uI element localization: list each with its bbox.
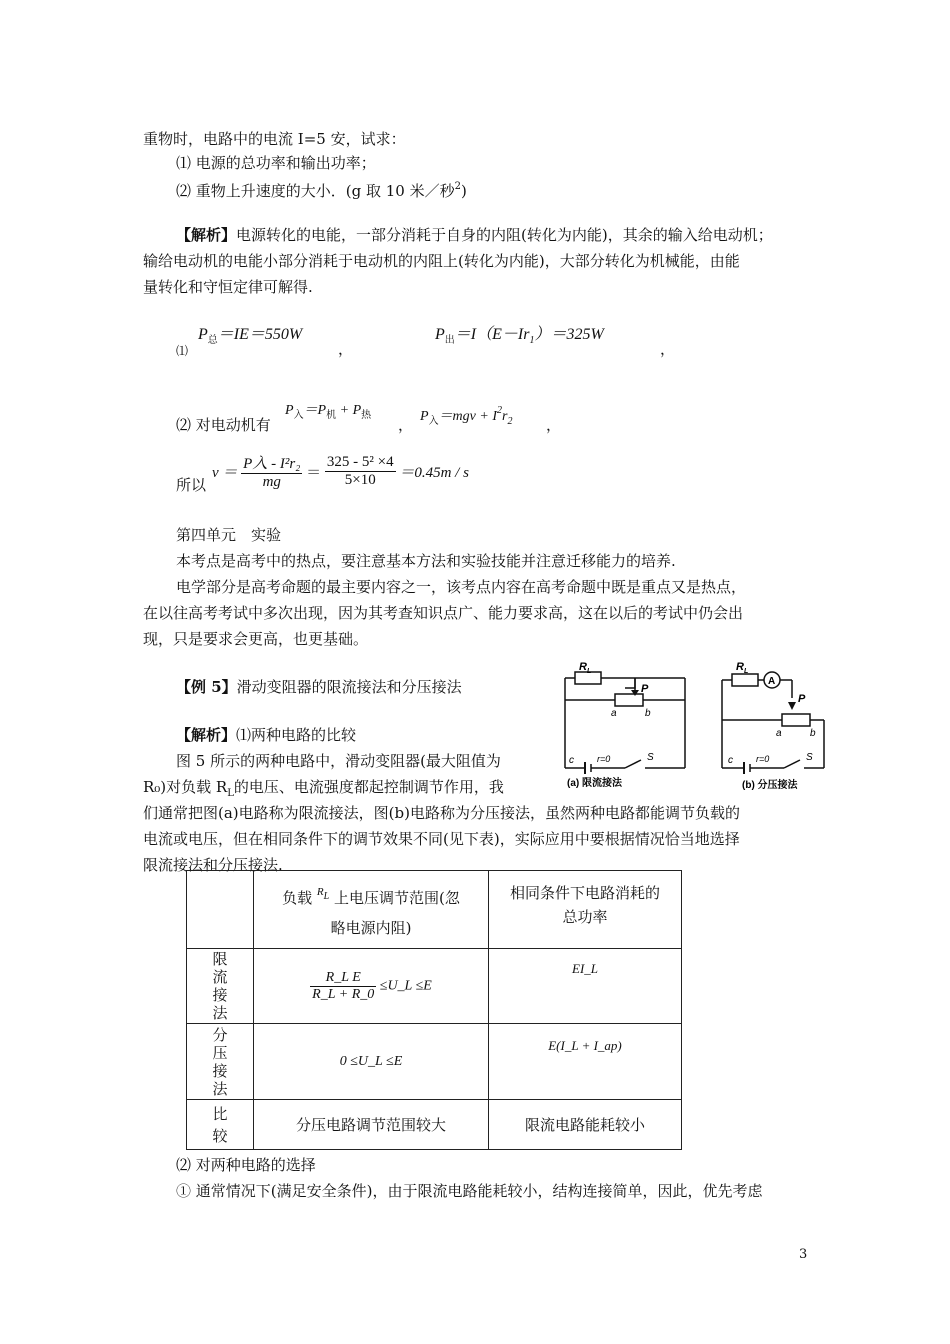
circuit-diagram-a: [555, 660, 705, 790]
power-limiting: EI_L: [489, 949, 682, 1024]
eq2-label: ⑵ 对电动机有: [176, 416, 271, 434]
analysis-para-2: 输给电动机的电能小部分消耗于电动机的内阻上(转化为内能)，大部分转化为机械能，由能: [143, 252, 740, 270]
page-number: 3: [799, 1247, 808, 1262]
compare-power: 限流电路能耗较小: [489, 1100, 682, 1150]
example-para-3: 们通常把图(a)电路称为限流接法，图(b)电路称为分压接法，虽然两种电路都能调节负载的: [143, 804, 740, 822]
rheostat-a: [615, 694, 643, 706]
table-row: [187, 1024, 682, 1100]
power-divider: E(I_L + I_ap): [489, 1024, 682, 1100]
svg-text:A: A: [768, 676, 776, 687]
svg-text:P: P: [641, 683, 649, 695]
analysis-para-1: 【解析】电源转化的电能，一部分消耗于自身的内阻(转化为内能)，其余的输入给电动机；: [176, 226, 773, 244]
section-para-2b: 在以往高考考试中多次出现，因为其考查知识点广、能力要求高，这在以后的考试中仍会出: [143, 604, 744, 622]
question-1: ⑴ 电源的总功率和输出功率；: [176, 154, 376, 172]
load-resistor-b: [732, 674, 758, 686]
example-para-1: 图 5 所示的两种电路中，滑动变阻器(最大阻值为: [176, 752, 501, 770]
svg-text:(a) 限流接法: (a) 限流接法: [567, 778, 622, 789]
eq2-comma-1: ，: [398, 416, 414, 434]
eq1-label: ⑴: [176, 344, 189, 358]
svg-text:r=0: r=0: [756, 754, 770, 764]
switch-a: [625, 760, 641, 768]
svg-text:S: S: [647, 752, 654, 763]
svg-text:P: P: [798, 693, 806, 705]
eq-motor-balance: $P_入=P_机 + P_热$: [285, 403, 372, 421]
svg-text:a: a: [776, 728, 782, 739]
svg-text:c: c: [569, 755, 574, 766]
svg-text:b: b: [810, 728, 816, 739]
example-title: 【例 5】滑动变阻器的限流接法和分压接法: [176, 678, 462, 696]
svg-text:r=0: r=0: [597, 754, 611, 764]
eq2-comma-2: ，: [546, 416, 562, 434]
fraction-1: $\frac{\text{P入 - I²r₂}}{mg}$: [241, 452, 302, 491]
table-header-voltage-range: 负载 $^{RL}$ 上电压调节范围(忽 略电源内阻): [254, 871, 489, 949]
slider-arrow-a: [631, 690, 639, 696]
slider-arrow-b: [788, 702, 796, 710]
eq3-label: 所以: [176, 476, 207, 494]
comparison-table: [186, 870, 682, 1150]
section-para-2a: 电学部分是高考命题的最主要内容之一，该考点内容在高考命题中既是重点又是热点，: [176, 578, 747, 596]
row-label-limiting: 限 流 接 法: [187, 949, 254, 1024]
rheostat-b: [782, 714, 810, 726]
example-para-2: R₀)对负载 $R_L$的电压、电流强度都起控制调节作用，我: [143, 778, 504, 799]
row-label-divider: 分 压 接 法: [187, 1024, 254, 1100]
svg-text:a: a: [611, 708, 617, 719]
table-row: [187, 949, 682, 1024]
choice-para-1: ① 通常情况下(满足安全条件)，由于限流电路能耗较小，结构连接简单，因此，优先考虑: [176, 1182, 763, 1200]
problem-line: 重物时，电路中的电流 I=5 安，试求：: [143, 130, 406, 148]
row-label-compare: 比 较: [187, 1100, 254, 1150]
svg-text:RL: $R_L$: [579, 661, 592, 675]
table-header-blank: [187, 871, 254, 949]
section-title: 第四单元 实验: [176, 526, 282, 544]
example-analysis-title: 【解析】⑴两种电路的比较: [176, 726, 357, 744]
range-limiting: $\frac{\text{R\_L E}}{R\_L + R\_0}$ ≤U_L ≤E: [254, 949, 489, 1024]
table-header-row: [187, 871, 682, 949]
table-row: [187, 1100, 682, 1150]
circuit-diagram-b: [712, 658, 842, 798]
compare-range: 分压电路调节范围较大: [254, 1100, 489, 1150]
table-header-power: 相同条件下电路消耗的 总功率: [489, 871, 682, 949]
switch-b: [784, 760, 800, 768]
choice-title: ⑵ 对两种电路的选择: [176, 1156, 316, 1174]
eq-velocity: v ＝ $\frac{\text{P入 - I²r₂}}{mg}$ ＝ $\frac{\text{325 - 5² ×4}}{5\times 10}$ ＝0.45m / s: [212, 454, 469, 490]
analysis-para-3: 量转化和守恒定律可解得.: [143, 278, 313, 296]
range-divider: 0 ≤U_L ≤E: [254, 1024, 489, 1100]
svg-text:c: c: [728, 755, 733, 766]
example-para-5: 限流接法和分压接法.: [143, 856, 283, 874]
eq-total-power: $P_总=IE=550W$: [198, 326, 303, 346]
fraction-2: $\frac{\text{325 - 5² ×4}}{5\times 10}$: [326, 454, 394, 488]
question-2: ⑵ 重物上升速度的大小．(g 取 10 米／秒$^2$): [176, 181, 467, 200]
section-para-2c: 现，只是要求会更高，也更基础。: [143, 630, 369, 648]
example-para-4: 电流或电压，但在相同条件下的调节效果不同(见下表)，实际应用中要根据情况恰当地选择: [143, 830, 740, 848]
svg-text:RL: $R_L$: [736, 661, 749, 675]
eq1-comma-2: ，: [660, 340, 676, 358]
eq-motor-input: $P_入=mgv + I^2r_2$: [420, 405, 513, 427]
svg-text:b: b: [645, 708, 651, 719]
eq-output-power: $P_出=I(E-Ir_1)=325W$: [435, 326, 604, 346]
svg-text:(b) 分压接法: (b) 分压接法: [742, 780, 798, 791]
eq1-comma-1: ，: [338, 340, 354, 358]
svg-text:S: S: [806, 752, 813, 763]
section-para-1: 本考点是高考中的热点，要注意基本方法和实验技能并注意迁移能力的培养.: [176, 552, 676, 570]
